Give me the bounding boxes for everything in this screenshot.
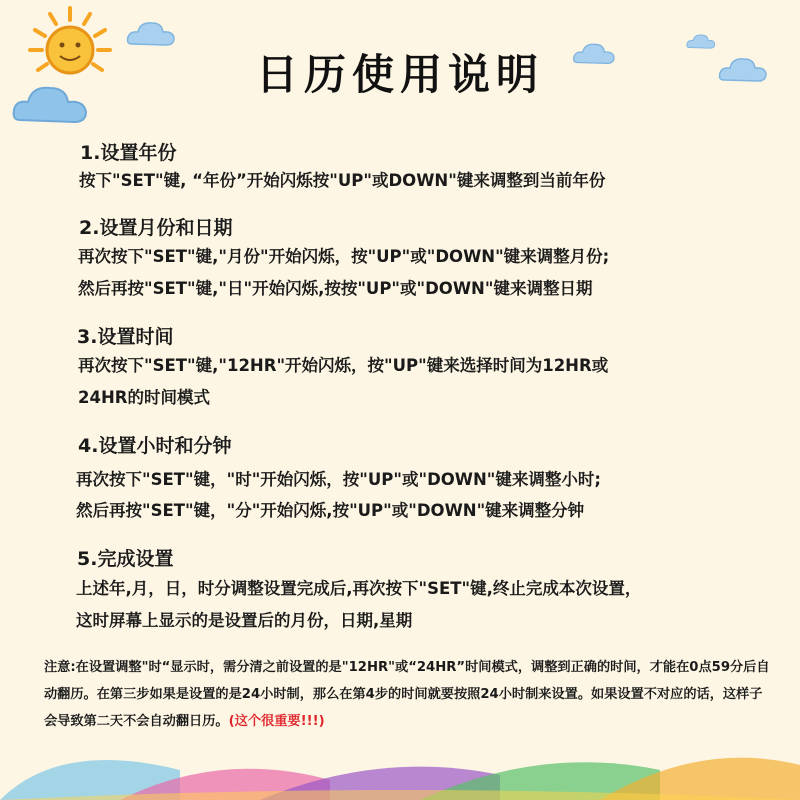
section-heading: 4.设置小时和分钟 <box>78 435 232 457</box>
section-heading: 2.设置月份和日期 <box>79 217 233 239</box>
section-line: 再次按下"SET"键，"时"开始闪烁，按"UP"或"DOWN"键来调整小时; <box>76 470 602 489</box>
page-title: 日历使用说明 <box>255 50 544 99</box>
section-heading: 5.完成设置 <box>77 548 174 570</box>
section-heading: 1.设置年份 <box>80 142 177 164</box>
section-line: 然后再按"SET"键,"日"开始闪烁,按按"UP"或"DOWN"键来调整日期 <box>78 279 593 298</box>
section-line: 24HR的时间模式 <box>78 388 210 407</box>
note-text <box>44 654 774 735</box>
section-line: 上述年,月，日，时分调整设置完成后,再次按下"SET"键,终止完成本次设置， <box>76 579 642 598</box>
section-line: 这时屏幕上显示的是设置后的月份，日期,星期 <box>76 611 413 630</box>
rainbow-hills <box>0 740 800 800</box>
section-heading: 3.设置时间 <box>77 326 174 348</box>
section-line: 按下"SET"键, “年份”开始闪烁按"UP"或DOWN"键来调整到当前年份 <box>79 171 606 190</box>
section-line: 再次按下"SET"键,"月份"开始闪烁，按"UP"或"DOWN"键来调整月份; <box>78 247 610 266</box>
note-body: 注意:在设置调整"时“显示时，需分清之前设置的是"12HR"或“24HR”时间模式，调整到正确的时间，才能在0点59分后自动翻历。在第三步如果是设置的是24小时制，那么在第4步的时间就要按照24小时制来设置。如果设置不对应的话，这样子会导致第二天不会自动翻日历。 <box>44 660 770 729</box>
note-highlight: (这个很重要!!!) <box>228 714 325 729</box>
section-line: 再次按下"SET"键,"12HR"开始闪烁，按"UP"键来选择时间为12HR或 <box>78 356 609 375</box>
section-line: 然后再按"SET"键，"分"开始闪烁,按"UP"或"DOWN"键来调整分钟 <box>76 501 585 520</box>
